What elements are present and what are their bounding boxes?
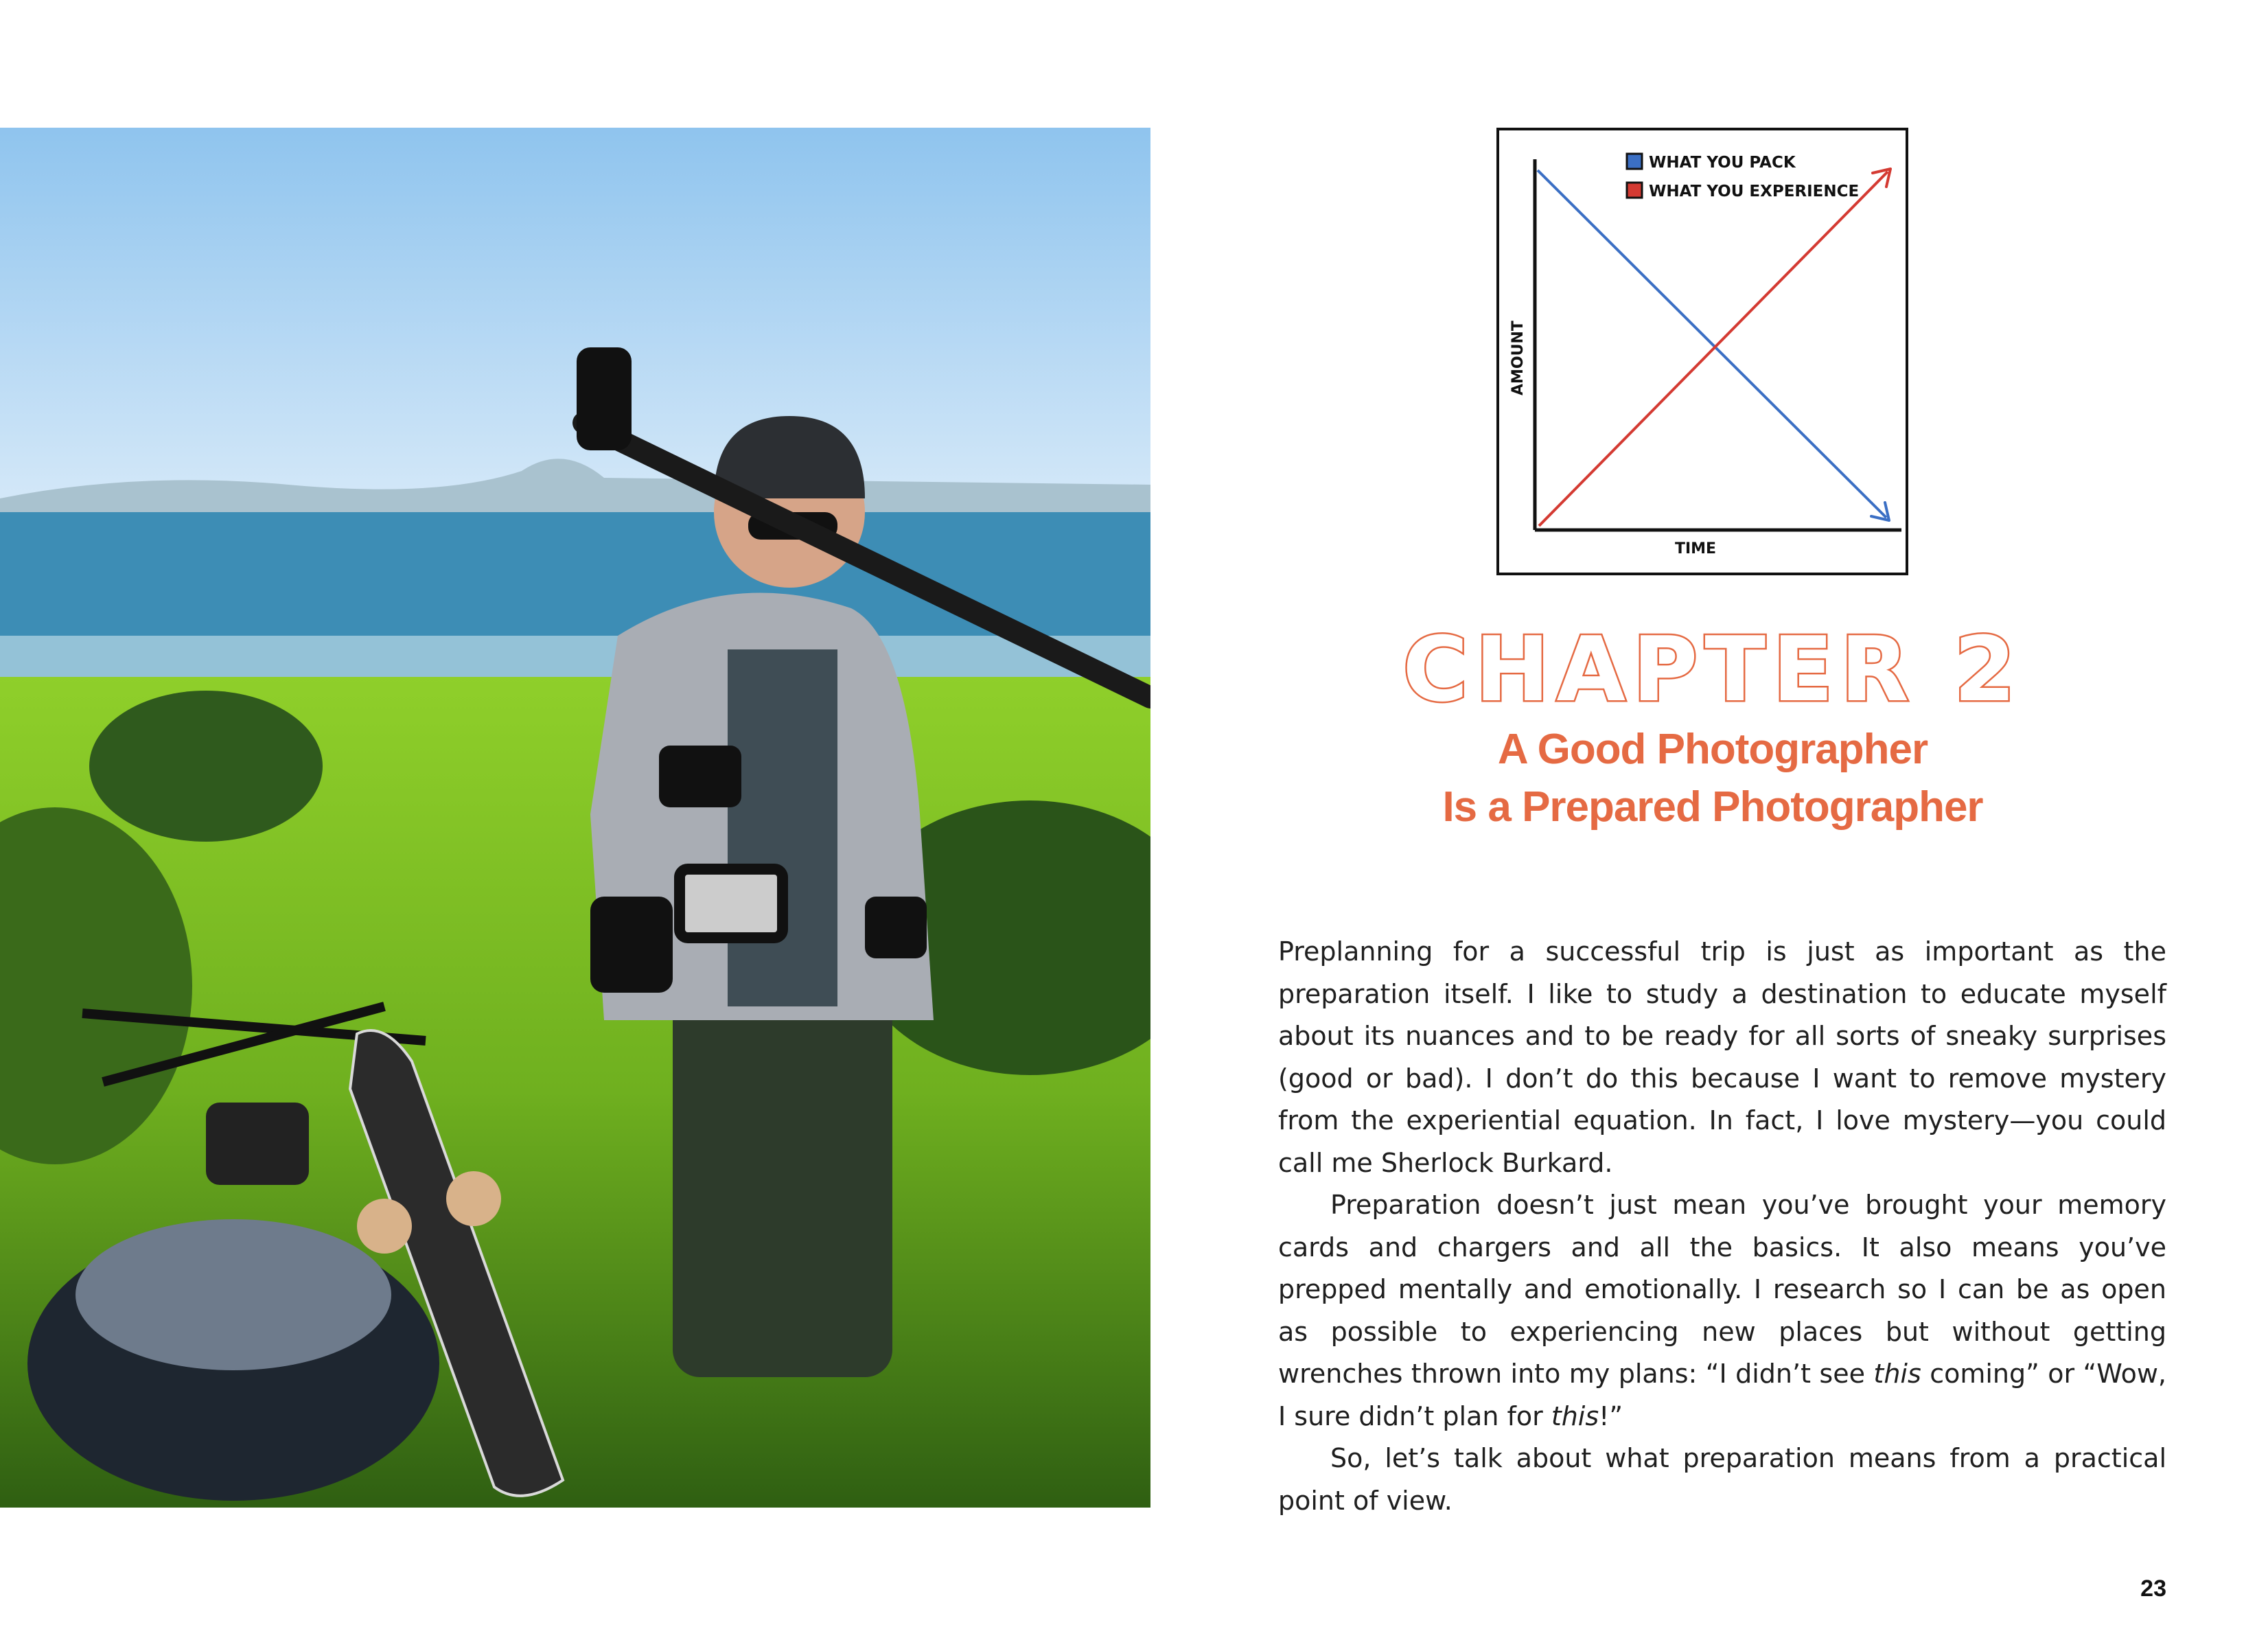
paragraph-3: So, let’s talk about what preparation means from a practical point of view. (1278, 1443, 2166, 1516)
paragraph-2-emphasis-1: this (1873, 1359, 1921, 1389)
legend-label-pack: WHAT YOU PACK (1649, 154, 1796, 172)
page-number: 23 (2140, 1576, 2166, 1602)
chapter-subtitle-line-2: Is a Prepared Photographer (1442, 783, 1983, 831)
body-text (1278, 931, 2166, 1522)
paragraph-2-part-a: Preparation doesn’t just mean you’ve brought your memory cards and chargers and all the basics. It also means you’ve prepped mentally and emotionally. I research so I can be as open as possible to experiencing new places but without getting wrenches thrown into my plans: “I didn’t see (1278, 1190, 2166, 1389)
paragraph-2-emphasis-2: this (1551, 1400, 1599, 1431)
paragraph-2 (1278, 1184, 2166, 1438)
paragraph-1: Preplanning for a successful trip is just as important as the preparation itself. I like to study a destination to educate myself about its nuances and to be ready for all sorts of sneaky surprises (good or bad). I don’t do this because I want to remove mystery from the experiential equation. In fact, I love mystery—you could call me Sherlock Burkard. (1278, 936, 2166, 1178)
y-axis-label: AMOUNT (1509, 321, 1527, 395)
chapter-subtitle-line-1: A Good Photographer (1497, 726, 1928, 773)
paragraph-2-part-c: !” (1599, 1400, 1623, 1431)
figure-drawing (1496, 128, 1908, 575)
legend-label-experience: WHAT YOU EXPERIENCE (1649, 183, 1860, 200)
chapter-subtitle (1359, 721, 2066, 836)
chapter-heading: CHAPTER 2 (1402, 617, 2023, 722)
pack-vs-experience-figure (1496, 128, 1908, 575)
legend-swatch-experience (1627, 183, 1642, 198)
photographer-scene-image (0, 128, 1150, 1508)
photograph (0, 128, 1150, 1508)
paragraph-2-part-b: coming” or “Wow, I sure didn’t plan for (1278, 1359, 2166, 1431)
legend-swatch-pack (1627, 154, 1642, 169)
pack-line (1538, 170, 1886, 518)
x-axis-label: TIME (1674, 540, 1717, 557)
